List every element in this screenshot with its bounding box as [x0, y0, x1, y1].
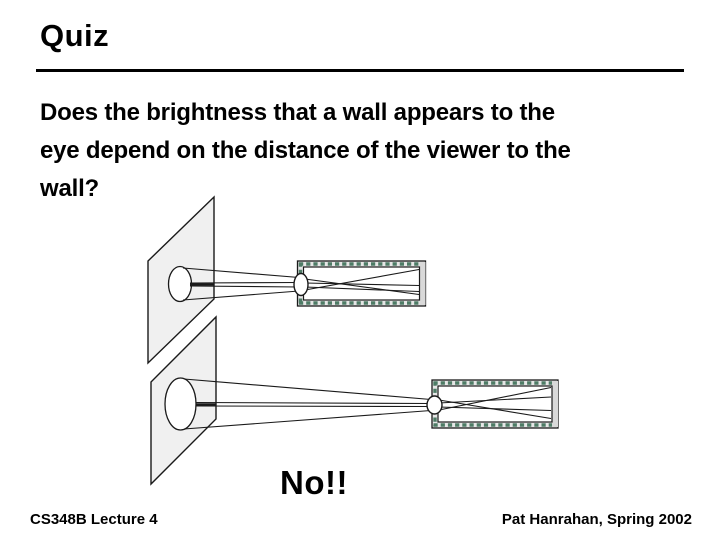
- footer-author-label: Pat Hanrahan, Spring 2002: [501, 511, 692, 528]
- eye-box-far: [427, 380, 558, 428]
- question-line-1: Does the brightness that a wall appears to the: [40, 99, 555, 126]
- figure-viewer-near: [148, 197, 426, 363]
- light-ray: [196, 403, 431, 404]
- eye-box-near: [294, 261, 426, 306]
- pupil-near: [294, 274, 308, 296]
- eye-box-inner: [438, 386, 552, 422]
- light-ray: [184, 379, 431, 400]
- retina-wall: [552, 381, 558, 427]
- light-ray: [190, 283, 299, 284]
- page-title: Quiz: [40, 18, 110, 53]
- question-line-3: wall?: [40, 175, 100, 202]
- light-ray: [196, 406, 431, 407]
- answer-text: No!!: [280, 464, 348, 501]
- retina-wall: [420, 262, 426, 305]
- question-line-2: eye depend on the distance of the viewer to the: [40, 137, 571, 164]
- pupil-far: [427, 396, 442, 414]
- light-ray: [184, 411, 431, 430]
- figure-viewer-far: [151, 317, 558, 484]
- bright-disk-near: [169, 267, 192, 302]
- bright-disk-far: [165, 378, 196, 430]
- footer-lecture-label: CS348B Lecture 4: [30, 511, 158, 528]
